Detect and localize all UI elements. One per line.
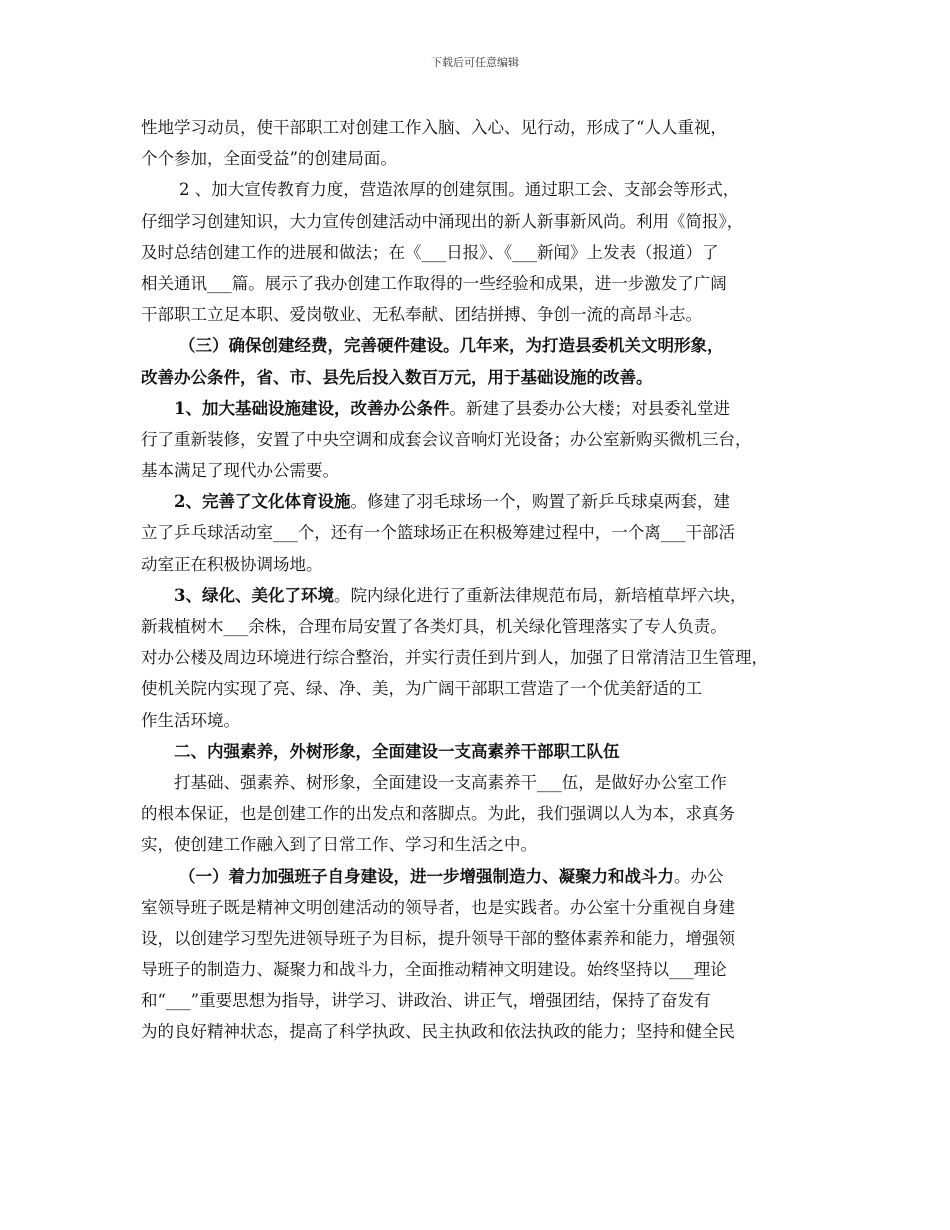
text-run: 行了重新装修，安置了中央空调和成套会议音响灯光设备；办公室新购买微机三台， xyxy=(141,429,752,449)
text-line xyxy=(141,767,811,798)
text-line xyxy=(141,985,811,1016)
text-line xyxy=(141,268,811,299)
bold-run: 2、完善了文化体育设施 xyxy=(174,492,351,512)
text-line xyxy=(141,611,811,642)
text-run: 立了乒乓球活动室___个，还有一个篮球场正在积极筹建过程中，一个离___干部活 xyxy=(141,523,735,543)
text-line xyxy=(141,486,811,517)
text-line xyxy=(141,736,811,767)
text-line xyxy=(141,362,811,393)
text-run: 对办公楼及周边环境进行综合整治，并实行责任到片到人，加强了日常清洁卫生管理， xyxy=(141,648,768,668)
text-line xyxy=(141,143,811,174)
text-run: 及时总结创建工作的进展和做法；在《___日报》、《___新闻》上发表（报道）了 xyxy=(141,242,719,262)
text-line xyxy=(141,549,811,580)
text-run: 个个参加，全面受益”的创建局面。 xyxy=(141,149,397,169)
document-body xyxy=(141,112,811,1048)
text-line xyxy=(141,861,811,892)
bold-run: 二、内强素养，外树形象，全面建设一支高素养干部职工队伍 xyxy=(174,741,620,761)
text-line xyxy=(141,206,811,237)
text-run: 相关通讯___篇。展示了我办创建工作取得的一些经验和成果，进一步激发了广阔 xyxy=(141,273,727,293)
text-line xyxy=(141,705,811,736)
text-line xyxy=(141,798,811,829)
text-run: 室领导班子既是精神文明创建活动的领导者，也是实践者。办公室十分重视自身建 xyxy=(141,897,735,917)
text-run: 打基础、强素养、树形象，全面建设一支高素养干___伍，是做好办公室工作 xyxy=(174,772,727,792)
text-line xyxy=(141,174,811,205)
bold-run: 3、绿化、美化了环境 xyxy=(174,585,334,605)
text-line xyxy=(141,455,811,486)
text-run: 实，使创建工作融入到了日常工作、学习和生活之中。 xyxy=(141,835,537,855)
text-line xyxy=(141,892,811,923)
text-run: 设，以创建学习型先进领导班子为目标，提升领导干部的整体素养和能力，增强领 xyxy=(141,928,735,948)
text-run: 和“___”重要思想为指导，讲学习、讲政治、讲正气，增强团结，保持了奋发有 xyxy=(141,991,711,1011)
text-run: 作生活环境。 xyxy=(141,710,240,730)
text-run: 使机关院内实现了亮、绿、净、美，为广阔干部职工营造了一个优美舒适的工 xyxy=(141,679,702,699)
text-line xyxy=(141,642,811,673)
text-line xyxy=(141,237,811,268)
text-run: 新栽植树木___余株，合理布局安置了各类灯具，机关绿化管理落实了专人负责。 xyxy=(141,617,727,636)
bold-run: （一）着力加强班子自身建设，进一步增强制造力、凝聚力和战斗力 xyxy=(179,866,674,886)
text-run: 。院内绿化进行了重新法律规范布局，新培植草坪六块， xyxy=(333,585,747,605)
text-line xyxy=(141,112,811,143)
text-run: 的根本保证，也是创建工作的出发点和落脚点。为此，我们强调以人为本，求真务 xyxy=(141,804,735,824)
text-line xyxy=(141,829,811,860)
text-run: 干部职工立足本职、爱岗敬业、无私奉献、团结拼搏、争创一流的高昂斗志。 xyxy=(141,305,702,325)
bold-run: 改善办公条件，省、市、县先后投入数百万元，用于基础设施的改善。 xyxy=(141,367,653,387)
text-line xyxy=(141,517,811,548)
text-run: 2 、加大宣传教育力度，营造浓厚的创建氛围。通过职工会、支部会等形式， xyxy=(179,180,740,200)
text-run: 性地学习动员，使干部职工对创建工作入脑、入心、见行动，形成了“人人重视， xyxy=(141,118,727,137)
text-run: 。办公 xyxy=(674,866,724,886)
text-run: 仔细学习创建知识，大力宣传创建活动中涌现出的新人新事新风尚。利用《简报》， xyxy=(141,211,744,231)
text-line xyxy=(141,424,811,455)
text-run: 基本满足了现代办公需要。 xyxy=(141,461,339,481)
text-run: 动室正在积极协调场地。 xyxy=(141,554,323,574)
text-line xyxy=(141,330,811,361)
text-run: 。修建了羽毛球场一个，购置了新乒乓球桌两套，建 xyxy=(350,492,730,512)
text-line xyxy=(141,580,811,611)
page-header: 下载后可任意编辑 xyxy=(431,56,519,69)
text-line xyxy=(141,1016,811,1047)
text-line xyxy=(141,393,811,424)
text-run: 。新建了县委办公大楼；对县委礼堂进 xyxy=(449,398,730,418)
text-line xyxy=(141,299,811,330)
bold-run: 1、加大基础设施建设，改善办公条件 xyxy=(174,398,450,418)
text-line xyxy=(141,673,811,704)
text-line xyxy=(141,923,811,954)
text-run: 导班子的制造力、凝聚力和战斗力，全面推动精神文明建设。始终坚持以___理论 xyxy=(141,960,727,980)
text-run: 为的良好精神状态，提高了科学执政、民主执政和依法执政的能力；坚持和健全民 xyxy=(141,1022,735,1042)
bold-run: （三）确保创建经费，完善硬件建设。几年来，为打造县委机关文明形象， xyxy=(179,336,724,356)
text-line xyxy=(141,954,811,985)
